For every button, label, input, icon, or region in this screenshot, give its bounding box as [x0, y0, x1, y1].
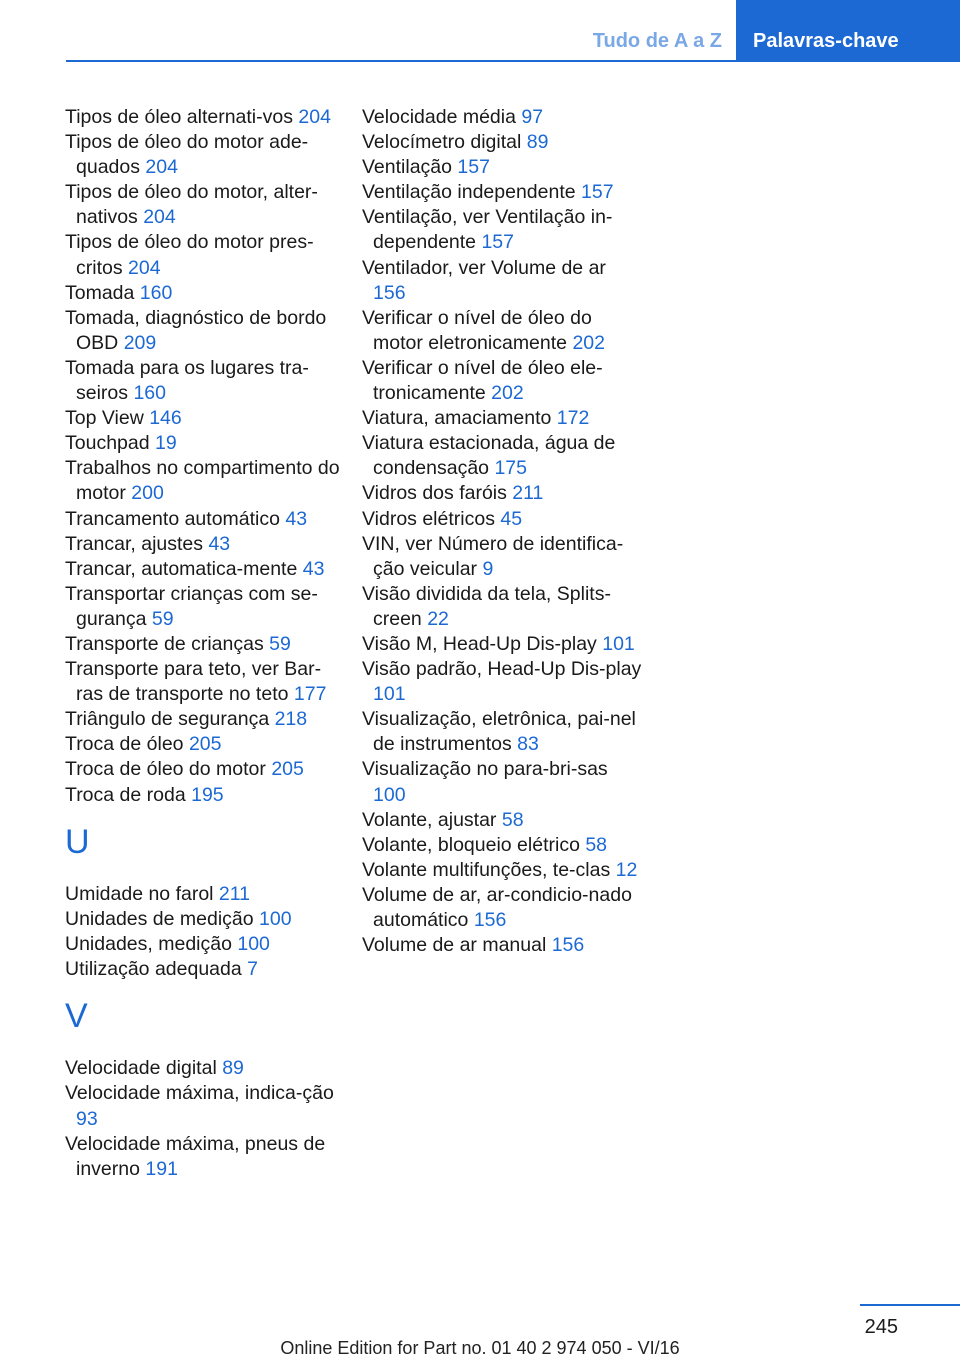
page-reference-link[interactable]: 59 — [151, 607, 174, 630]
page-reference-link[interactable]: 43 — [208, 532, 231, 555]
index-entry — [362, 657, 642, 707]
index-term: Troca de roda — [65, 783, 192, 806]
page-reference-link[interactable]: 19 — [155, 432, 177, 455]
index-entry — [65, 957, 345, 982]
index-term: Tipos de óleo do motor, alter-nativos — [65, 181, 318, 229]
page-reference-link[interactable]: 218 — [274, 708, 308, 731]
index-entry — [65, 882, 345, 907]
page-reference-link[interactable]: 157 — [581, 181, 614, 204]
index-term: Tomada — [65, 281, 140, 304]
index-term: Velocímetro digital — [362, 131, 527, 154]
index-entry — [65, 1081, 345, 1131]
page-reference-link[interactable]: 204 — [143, 206, 176, 229]
page-reference-link[interactable]: 160 — [139, 281, 173, 304]
index-term: Trabalhos no compartimento do motor — [65, 457, 340, 505]
index-term: Visualização no para-bri-sas — [362, 758, 608, 781]
index-group-t — [65, 105, 345, 808]
index-term: Top View — [65, 407, 150, 430]
page-reference-link[interactable]: 9 — [482, 557, 494, 580]
page-reference-link[interactable]: 160 — [133, 382, 166, 405]
index-entry — [362, 707, 642, 757]
index-entry — [65, 657, 345, 707]
index-term: Vidros elétricos — [362, 507, 501, 530]
index-term: Viatura, amaciamento — [362, 407, 557, 430]
index-term: Trancar, automatica-mente — [65, 557, 303, 580]
index-entry — [362, 632, 642, 657]
page-reference-link[interactable]: 205 — [188, 733, 222, 756]
index-entry — [362, 883, 642, 933]
index-term: Ventilador, ver Volume de ar — [362, 256, 606, 279]
index-entry — [362, 356, 642, 406]
index-term: Tomada para os lugares tra-seiros — [65, 356, 309, 405]
index-entry — [65, 907, 345, 932]
page-reference-link[interactable]: 146 — [149, 407, 182, 430]
index-entry — [362, 306, 642, 356]
index-entry — [65, 456, 345, 506]
page-reference-link[interactable]: 156 — [373, 281, 406, 304]
index-entry — [65, 406, 345, 431]
page-reference-link[interactable]: 157 — [457, 156, 490, 179]
page-reference-link[interactable]: 209 — [123, 331, 157, 354]
page-reference-link[interactable]: 22 — [427, 607, 449, 630]
page-reference-link[interactable]: 101 — [602, 632, 635, 655]
index-term: Umidade no farol — [65, 882, 219, 905]
index-entry — [65, 105, 345, 130]
index-entry — [362, 757, 642, 807]
index-entry — [362, 507, 642, 532]
page-reference-link[interactable]: 172 — [556, 407, 590, 430]
index-entry — [362, 130, 642, 155]
index-entry — [362, 256, 642, 306]
index-term: Transportar crianças com se-gurança — [65, 582, 318, 630]
index-term: Troca de óleo — [65, 733, 189, 756]
index-term: Visão dividida da tela, Splits-creen — [362, 582, 611, 630]
page-reference-link[interactable]: 202 — [572, 331, 605, 354]
page-reference-link[interactable]: 101 — [373, 683, 406, 706]
index-entry — [65, 732, 345, 757]
page-reference-link[interactable]: 211 — [218, 882, 251, 905]
index-term: Visão M, Head-Up Dis-play — [362, 632, 603, 655]
header-tab-keywords[interactable]: Palavras-chave — [736, 0, 960, 62]
index-term: Visualização, eletrônica, pai-nel de instrumentos — [362, 708, 636, 756]
index-entry — [65, 306, 345, 356]
page-reference-link[interactable]: 156 — [473, 909, 507, 931]
index-entry — [362, 481, 642, 506]
index-entry — [362, 105, 642, 130]
index-term: Velocidade máxima, pneus de inverno — [65, 1132, 326, 1180]
index-entry — [362, 155, 642, 180]
index-entry — [362, 532, 642, 582]
index-entry — [65, 356, 345, 406]
index-column-right — [362, 105, 642, 958]
index-column-left — [65, 105, 345, 1182]
index-term: Trancamento automático — [65, 507, 286, 530]
index-term: Transporte de crianças — [65, 632, 270, 655]
page-reference-link[interactable]: 100 — [373, 783, 406, 806]
page-reference-link[interactable]: 157 — [481, 231, 514, 254]
page-reference-link[interactable]: 204 — [145, 156, 178, 179]
page-reference-link[interactable]: 100 — [237, 933, 270, 955]
index-entry — [65, 532, 345, 557]
index-term: Touchpad — [65, 432, 155, 455]
index-entry — [362, 808, 642, 833]
index-term: Triângulo de segurança — [65, 708, 275, 731]
index-term: Verificar o nível de óleo do motor eletronicamente — [362, 306, 592, 354]
page-reference-link[interactable]: 177 — [293, 683, 327, 706]
index-term: Unidades de medição — [65, 907, 260, 930]
index-letter-v: V — [65, 997, 88, 1036]
index-term: Tipos de óleo do motor pres-critos — [65, 231, 314, 279]
page-reference-link[interactable]: 45 — [500, 507, 523, 530]
index-term: Velocidade média — [362, 106, 522, 128]
index-entry — [362, 582, 642, 632]
page-reference-link[interactable]: 100 — [259, 907, 292, 930]
header-section-title[interactable]: Tudo de A a Z — [592, 30, 722, 52]
index-entry — [65, 507, 345, 532]
index-term: Volume de ar, ar-condicio-nado automático — [362, 883, 632, 931]
page-reference-link[interactable]: 200 — [131, 482, 164, 505]
page-reference-link[interactable]: 59 — [269, 632, 291, 655]
page-reference-link[interactable]: 191 — [145, 1157, 178, 1180]
index-entry — [65, 1132, 345, 1182]
index-entry — [65, 757, 345, 782]
index-entry — [362, 205, 642, 255]
index-term: Ventilação, ver Ventilação in-dependente — [362, 206, 613, 254]
page-reference-link[interactable]: 7 — [247, 958, 258, 981]
index-entry — [362, 833, 642, 858]
page-reference-link[interactable]: 89 — [526, 131, 549, 154]
index-term: Vidros dos faróis — [362, 482, 513, 505]
page-number: 245 — [864, 1316, 898, 1338]
index-group-v — [65, 1056, 345, 1181]
index-term: Velocidade máxima, indica-ção — [65, 1082, 334, 1105]
index-term: Unidades, medição — [65, 933, 238, 955]
index-term: Tomada, diagnóstico de bordo OBD — [65, 306, 327, 354]
index-group-u — [65, 882, 345, 982]
index-term: Tipos de óleo do motor ade-quados — [65, 131, 309, 179]
page-reference-link[interactable]: 58 — [501, 808, 524, 831]
page-reference-link[interactable]: 93 — [76, 1107, 98, 1130]
index-term: Ventilação — [362, 156, 458, 179]
page-reference-link[interactable]: 202 — [491, 382, 524, 405]
index-term: Ventilação independente — [362, 181, 582, 204]
page-reference-link[interactable]: 204 — [298, 106, 331, 128]
index-entry — [65, 632, 345, 657]
index-entry — [65, 932, 345, 957]
index-entry — [362, 431, 642, 481]
index-entry — [65, 180, 345, 230]
page-reference-link[interactable]: 43 — [302, 557, 325, 580]
footer-rule — [860, 1304, 960, 1306]
edition-footer: Online Edition for Part no. 01 40 2 974 050 - VI/16 — [280, 1338, 680, 1358]
page-reference-link[interactable]: 89 — [222, 1057, 244, 1080]
index-entry — [65, 431, 345, 456]
index-entry — [362, 858, 642, 883]
index-entry — [65, 707, 345, 732]
index-term: Transporte para teto, ver Bar-ras de transporte no teto — [65, 658, 322, 706]
index-term: VIN, ver Número de identifica-ção veicular — [362, 532, 624, 580]
index-term: Utilização adequada — [65, 958, 248, 981]
page-reference-link[interactable]: 12 — [615, 858, 638, 881]
page-reference-link[interactable]: 195 — [191, 783, 224, 806]
index-term: Tipos de óleo alternati-vos — [65, 106, 299, 128]
page-reference-link[interactable]: 97 — [521, 106, 544, 128]
page-reference-link[interactable]: 211 — [512, 482, 544, 505]
index-entry — [362, 180, 642, 205]
index-term: Viatura estacionada, água de condensação — [362, 432, 616, 480]
index-entry — [362, 406, 642, 431]
page-reference-link[interactable]: 205 — [271, 758, 304, 781]
index-term: Troca de óleo do motor — [65, 758, 272, 781]
index-entry — [65, 582, 345, 632]
index-term: Volante, bloqueio elétrico — [362, 833, 586, 856]
index-entry — [65, 783, 345, 808]
index-term: Volante multifunções, te-clas — [362, 858, 616, 881]
page-reference-link[interactable]: 204 — [128, 256, 161, 279]
index-group-v-continued — [362, 105, 642, 958]
page-reference-link[interactable]: 58 — [585, 833, 608, 856]
page-reference-link[interactable]: 156 — [551, 934, 585, 957]
index-term: Visão padrão, Head-Up Dis-play — [362, 658, 642, 681]
index-letter-u: U — [65, 822, 90, 861]
index-term: Volante, ajustar — [362, 808, 502, 831]
page-reference-link[interactable]: 43 — [285, 507, 308, 530]
index-entry — [65, 230, 345, 280]
index-term: Velocidade digital — [65, 1057, 223, 1080]
page-reference-link[interactable]: 175 — [494, 457, 527, 480]
index-entry — [362, 933, 642, 958]
page-reference-link[interactable]: 83 — [517, 733, 539, 756]
index-term: Trancar, ajustes — [65, 532, 209, 555]
index-entry — [65, 281, 345, 306]
index-term: Volume de ar manual — [362, 934, 552, 957]
index-entry — [65, 130, 345, 180]
index-entry — [65, 557, 345, 582]
index-term: Verificar o nível de óleo ele-tronicamente — [362, 356, 603, 405]
index-entry — [65, 1056, 345, 1081]
